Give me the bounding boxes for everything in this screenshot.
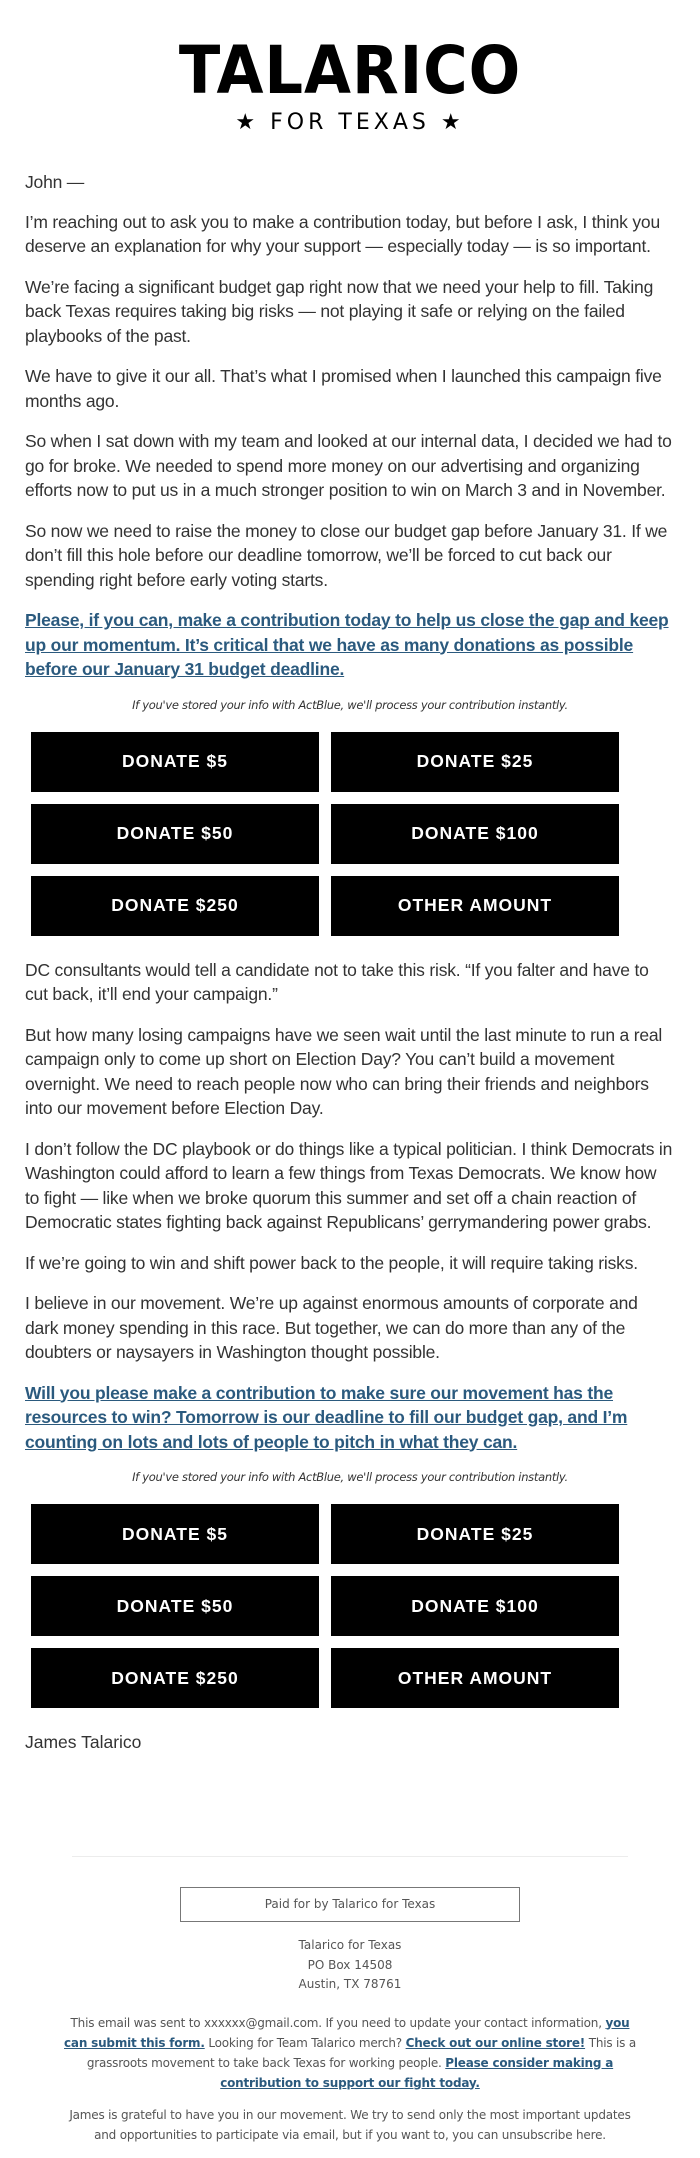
donate-5-button[interactable]: DONATE $5 [31,732,319,792]
footer-legal-text [60,2013,640,2093]
donate-25-button[interactable]: DONATE $25 [331,732,619,792]
donate-50-button[interactable]: DONATE $50 [31,804,319,864]
address-line: Talarico for Texas [298,1938,402,1952]
star-icon: ★ [235,110,260,135]
actblue-note: If you've stored your info with ActBlue, we'll process your contribution instantly. [132,1470,568,1484]
cta-paragraph [25,608,675,682]
donate-button-grid [31,1504,619,1708]
paragraph: So when I sat down with my team and looked at our internal data, I decided we had to go for broke. We needed to spend more money on our advertising and organizing efforts now to put us in a much stronger position to win on March 3 and in November. [25,431,672,500]
donate-100-button[interactable]: DONATE $100 [331,804,619,864]
contribution-link[interactable]: Please, if you can, make a contribution today to help us close the gap and keep up our momentum. It’s critical that we have as many donations as possible before our January 31 budget deadline. [25,610,669,679]
legal-text: This email was sent to xxxxxx@gmail.com. If you need to update your contact information, [70,2015,606,2030]
donate-250-button[interactable]: DONATE $250 [31,1648,319,1708]
logo-subtitle-text: FOR TEXAS [270,110,430,135]
donate-25-button[interactable]: DONATE $25 [331,1504,619,1564]
paid-for-disclaimer: Paid for by Talarico for Texas [180,1887,520,1922]
footer-contribution-link[interactable]: Please consider making a contribution to support our fight today. [220,2055,614,2090]
donate-250-button[interactable]: DONATE $250 [31,876,319,936]
paragraph: If we’re going to win and shift power back to the people, it will require taking risks. [25,1252,638,1273]
greeting: John — [25,172,85,192]
donate-50-button[interactable]: DONATE $50 [31,1576,319,1636]
campaign-logo [0,0,700,170]
update-contact-link[interactable]: you can submit this form. [64,2015,630,2050]
email-footer [0,1856,700,2145]
logo-title: TALARICO [178,32,522,109]
paragraph: I’m reaching out to ask you to make a contribution today, but before I ask, I think you deserve an explanation for why your support — especially today — is so important. [25,211,660,256]
paragraph: So now we need to raise the money to close our budget gap before January 31. If we don’t fill this hole before our deadline tomorrow, we’ll be forced to cut back our spending right before early voting starts. [25,520,668,590]
contribution-link[interactable]: Will you please make a contribution to make sure our movement has the resources to win? Tomorrow is our deadline to fill our budget gap, and I’m counting on lots and lots of people to pitch in what they can. [25,1382,628,1452]
email-body [0,170,700,712]
other-amount-button[interactable]: OTHER AMOUNT [331,1648,619,1708]
address-line: Austin, TX 78761 [298,1977,402,1991]
footer-divider [72,1856,628,1857]
donate-button-grid [31,732,619,936]
star-icon: ★ [440,110,465,135]
legal-text: This is a grassroots movement to take back Texas for working people. [86,2035,636,2070]
paragraph: I believe in our movement. We’re up against enormous amounts of corporate and dark money spending in this race. But together, we can do more than any of the doubters or naysayers in Washington thought possible. [25,1293,638,1362]
donate-100-button[interactable]: DONATE $100 [331,1576,619,1636]
email-body-continued [0,958,700,1485]
paragraph: We have to give it our all. That’s what I promised when I launched this campaign five months ago. [25,366,662,411]
mailing-address [0,1936,700,1995]
paragraph: But how many losing campaigns have we seen wait until the last minute to run a real campaign only to come up short on Election Day? You can’t build a movement overnight. We need to reach people now who can bring their friends and neighbors into our movement before Election Day. [25,1024,663,1118]
other-amount-button[interactable]: OTHER AMOUNT [331,876,619,936]
paragraph: I don’t follow the DC playbook or do things like a typical politician. I think Democrats in Washington could afford to learn a few things from Texas Democrats. We know how to fight — like when we broke quorum this summer and set off a chain reaction of Democratic states fighting back against Republicans’ gerrymandering power grabs. [25,1138,673,1232]
donate-5-button[interactable]: DONATE $5 [31,1504,319,1564]
paragraph: DC consultants would tell a candidate not to take this risk. “If you falter and have to cut back, it’ll end your campaign.” [25,959,649,1004]
signature: James Talarico [25,1732,142,1752]
cta-paragraph [25,1381,675,1455]
legal-text: Looking for Team Talarico merch? [204,2035,406,2050]
unsubscribe-text[interactable]: James is grateful to have you in our movement. We try to send only the most important updates and opportunities to participate via email, but if you want to, you can unsubscribe here. [69,2107,631,2142]
address-line: PO Box 14508 [307,1957,393,1972]
online-store-link[interactable]: Check out our online store! [405,2035,586,2050]
actblue-note: If you've stored your info with ActBlue, we'll process your contribution instantly. [132,697,568,712]
paragraph: We’re facing a significant budget gap right now that we need your help to fill. Taking back Texas requires taking big risks — not playing it safe or relying on the failed playbooks of the past. [25,276,654,346]
signature-block [0,1730,700,1754]
logo-subtitle [0,110,700,136]
